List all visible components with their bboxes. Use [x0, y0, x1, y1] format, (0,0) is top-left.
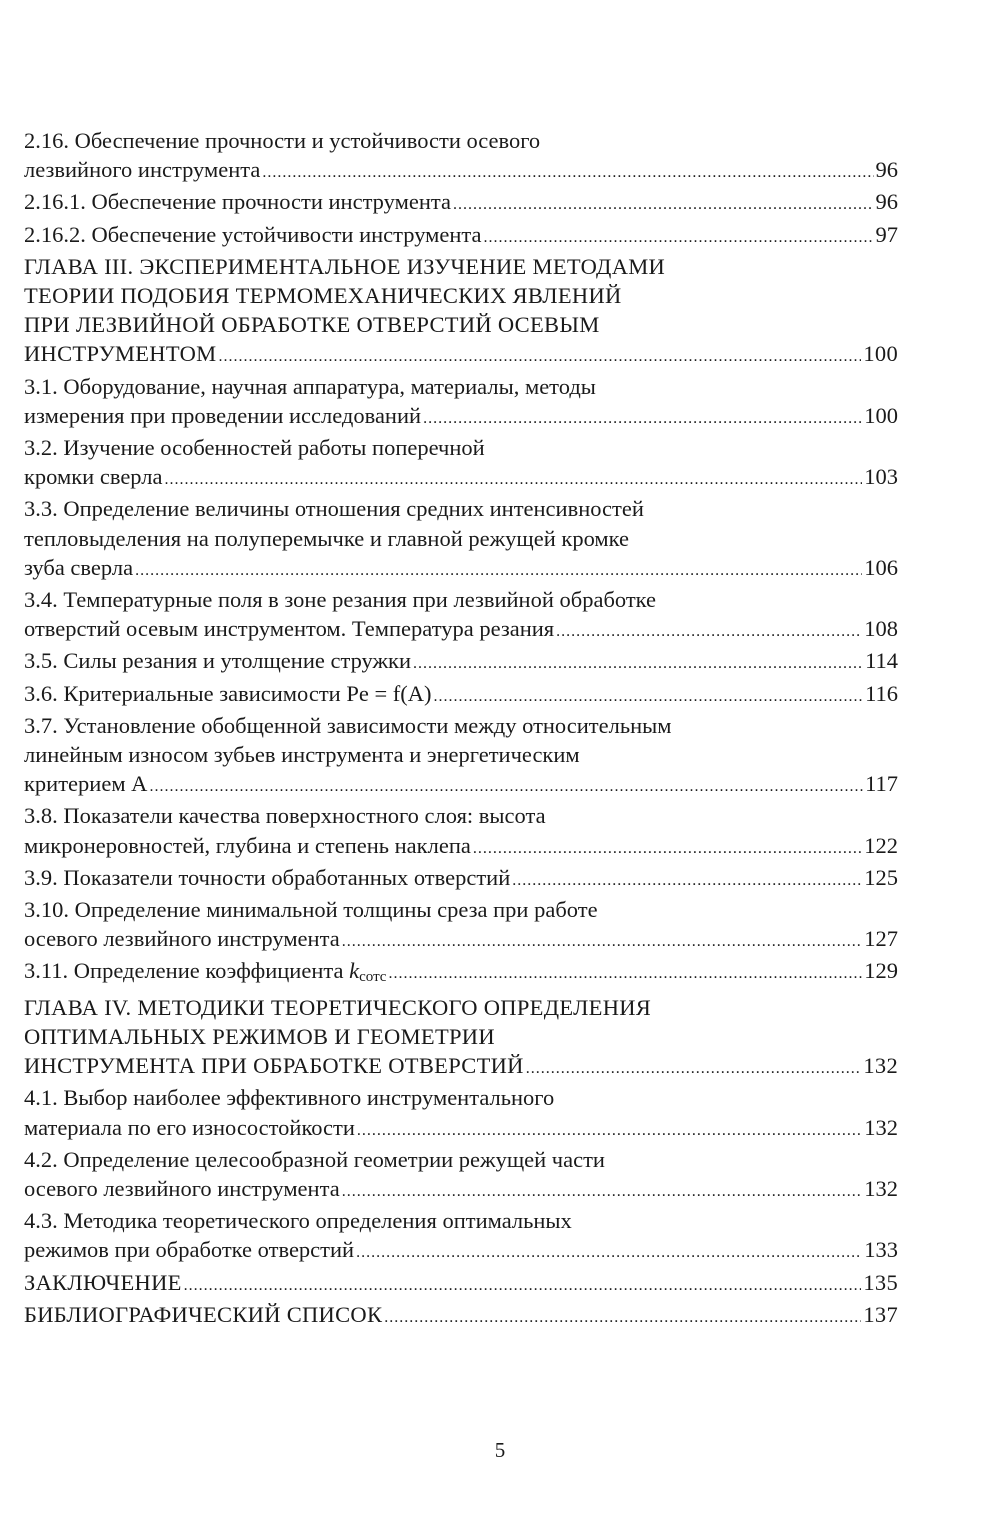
toc-entry-3-2	[24, 433, 898, 494]
toc-entry-2-16-2	[24, 220, 898, 252]
toc-page-number: 133	[864, 1237, 898, 1263]
toc-entry-title: 3.6. Критериальные зависимости Pe = f(A)	[24, 680, 432, 706]
toc-entry-3-11	[24, 956, 898, 992]
toc-entry-title: осевого лезвийного инструмента	[24, 926, 340, 952]
toc-entry-4-2	[24, 1145, 898, 1206]
toc-entry-2-16-1	[24, 187, 898, 219]
toc-entry-title: критерием A	[24, 771, 148, 797]
toc-page-number: 103	[864, 464, 898, 490]
toc-page-number: 117	[865, 771, 898, 797]
table-of-contents	[24, 126, 898, 1332]
toc-entry-title: кромки сверла	[24, 464, 163, 490]
toc-page-number: 100	[863, 341, 898, 367]
toc-entry-title: тепловыделения на полуперемычке и главной режущей кромке	[24, 525, 629, 551]
toc-entry-3-1	[24, 372, 898, 433]
toc-entry-title: 3.3. Определение величины отношения средних интенсивностей	[24, 496, 644, 522]
toc-entry-title: лезвийного инструмента	[24, 157, 261, 183]
toc-page-number: 132	[863, 1053, 898, 1079]
toc-page-number: 132	[864, 1175, 898, 1201]
toc-entry-4-3	[24, 1206, 898, 1267]
dot-leader	[218, 342, 861, 371]
dot-leader	[413, 649, 863, 678]
toc-page-number: 125	[864, 864, 898, 890]
toc-page-number: 108	[864, 616, 898, 642]
toc-entry-title: режимов при обработке отверстий	[24, 1237, 355, 1263]
toc-entry-title: материала по его износостойкости	[24, 1114, 355, 1140]
toc-entry-title: линейным износом зубьев инструмента и энергетическим	[24, 742, 580, 768]
dot-leader	[149, 772, 863, 801]
page-number: 5	[494, 1438, 506, 1462]
toc-entry-title: 3.7. Установление обобщенной зависимости между относительным	[24, 712, 672, 738]
dot-leader	[484, 223, 874, 252]
toc-page-number: 116	[865, 680, 898, 706]
toc-entry-title: 2.16. Обеспечение прочности и устойчивости осевого	[24, 128, 541, 153]
dot-leader	[184, 1271, 862, 1300]
toc-entry-4-1	[24, 1083, 898, 1144]
toc-page-number: 127	[864, 926, 898, 952]
dot-leader	[473, 834, 862, 863]
dot-leader	[423, 404, 862, 433]
dot-leader	[356, 1238, 862, 1267]
toc-entry-title: зуба сверла	[24, 554, 134, 580]
toc-entry-2-16	[24, 126, 898, 187]
toc-entry-title: отверстий осевым инструментом. Температура резания	[24, 616, 555, 642]
toc-entry-3-5	[24, 646, 898, 678]
dot-leader	[388, 959, 862, 988]
toc-entry-3-8	[24, 801, 898, 862]
dot-leader	[434, 682, 864, 711]
toc-entry-title: измерения при проведении исследований	[24, 402, 422, 428]
toc-page-number: 129	[864, 958, 898, 984]
dot-leader	[357, 1116, 862, 1145]
dot-leader	[526, 1054, 862, 1083]
dot-leader	[164, 465, 862, 494]
toc-entry-title: 3.1. Оборудование, научная аппаратура, материалы, методы	[24, 373, 596, 399]
toc-entry-3-7	[24, 711, 898, 802]
toc-chapter-title: БИБЛИОГРАФИЧЕСКИЙ СПИСОК	[24, 1301, 383, 1327]
toc-entry-title: 2.16.2. Обеспечение устойчивости инструмента	[24, 221, 482, 247]
toc-entry-title-text: 3.11. Определение коэффициента	[24, 958, 344, 984]
toc-entry-title: 4.2. Определение целесообразной геометрии режущей части	[24, 1146, 605, 1172]
toc-entry-title: осевого лезвийного инструмента	[24, 1175, 340, 1201]
toc-entry-title: 3.2. Изучение особенностей работы поперечной	[24, 435, 485, 461]
toc-entry-title: 2.16.1. Обеспечение прочности инструмента	[24, 189, 451, 215]
toc-page-number: 135	[863, 1269, 898, 1295]
toc-entry-3-9	[24, 863, 898, 895]
toc-page-number: 132	[864, 1114, 898, 1140]
toc-entry-title: 3.10. Определение минимальной толщины среза при работе	[24, 897, 598, 923]
coefficient-symbol: k	[349, 958, 360, 984]
toc-entry-title: 4.3. Методика теоретического определения оптимальных	[24, 1208, 572, 1234]
toc-page-number: 100	[864, 402, 898, 428]
dot-leader	[342, 1177, 863, 1206]
dot-leader	[262, 158, 873, 187]
toc-page-number: 96	[875, 157, 898, 183]
toc-chapter-title: ГЛАВА IV. МЕТОДИКИ ТЕОРЕТИЧЕСКОГО ОПРЕДЕЛЕНИЯ	[24, 994, 652, 1020]
dot-leader	[135, 556, 862, 585]
toc-entry-title: 4.1. Выбор наиболее эффективного инструментального	[24, 1085, 555, 1111]
toc-entry-title	[24, 956, 386, 992]
toc-entry-title: микронеровностей, глубина и степень наклепа	[24, 832, 471, 858]
toc-conclusion	[24, 1268, 898, 1300]
dot-leader	[384, 1303, 861, 1332]
toc-bibliography	[24, 1300, 898, 1332]
dot-leader	[512, 866, 862, 895]
toc-entry-title: 3.9. Показатели точности обработанных отверстий	[24, 864, 511, 890]
toc-page-number: 96	[875, 189, 898, 215]
toc-chapter-3	[24, 252, 898, 372]
toc-chapter-title: ИНСТРУМЕНТА ПРИ ОБРАБОТКЕ ОТВЕРСТИЙ	[24, 1053, 524, 1079]
toc-entry-title: 3.5. Силы резания и утолщение стружки	[24, 648, 411, 674]
dot-leader	[453, 190, 874, 219]
toc-page-number: 97	[875, 221, 898, 247]
toc-chapter-title: ТЕОРИИ ПОДОБИЯ ТЕРМОМЕХАНИЧЕСКИХ ЯВЛЕНИЙ	[24, 283, 622, 309]
toc-chapter-title: ИНСТРУМЕНТОМ	[24, 341, 217, 367]
coefficient-subscript: сотс	[359, 969, 387, 986]
toc-page-number: 122	[864, 832, 898, 858]
toc-chapter-4	[24, 993, 898, 1084]
toc-page-number: 114	[865, 648, 898, 674]
dot-leader	[556, 617, 862, 646]
toc-chapter-title: ОПТИМАЛЬНЫХ РЕЖИМОВ И ГЕОМЕТРИИ	[24, 1023, 495, 1049]
dot-leader	[342, 927, 863, 956]
toc-entry-title: 3.4. Температурные поля в зоне резания при лезвийной обработке	[24, 587, 657, 613]
toc-page-number: 137	[863, 1301, 898, 1327]
toc-chapter-title: ПРИ ЛЕЗВИЙНОЙ ОБРАБОТКЕ ОТВЕРСТИЙ ОСЕВЫМ	[24, 312, 600, 338]
toc-entry-3-6	[24, 679, 898, 711]
toc-entry-3-10	[24, 895, 898, 956]
toc-entry-3-4	[24, 585, 898, 646]
toc-entry-3-3	[24, 494, 898, 585]
toc-entry-title: 3.8. Показатели качества поверхностного слоя: высота	[24, 803, 546, 829]
toc-page-number: 106	[864, 554, 898, 580]
toc-chapter-title: ГЛАВА III. ЭКСПЕРИМЕНТАЛЬНОЕ ИЗУЧЕНИЕ МЕТОДАМИ	[24, 253, 666, 279]
toc-chapter-title: ЗАКЛЮЧЕНИЕ	[24, 1269, 182, 1295]
